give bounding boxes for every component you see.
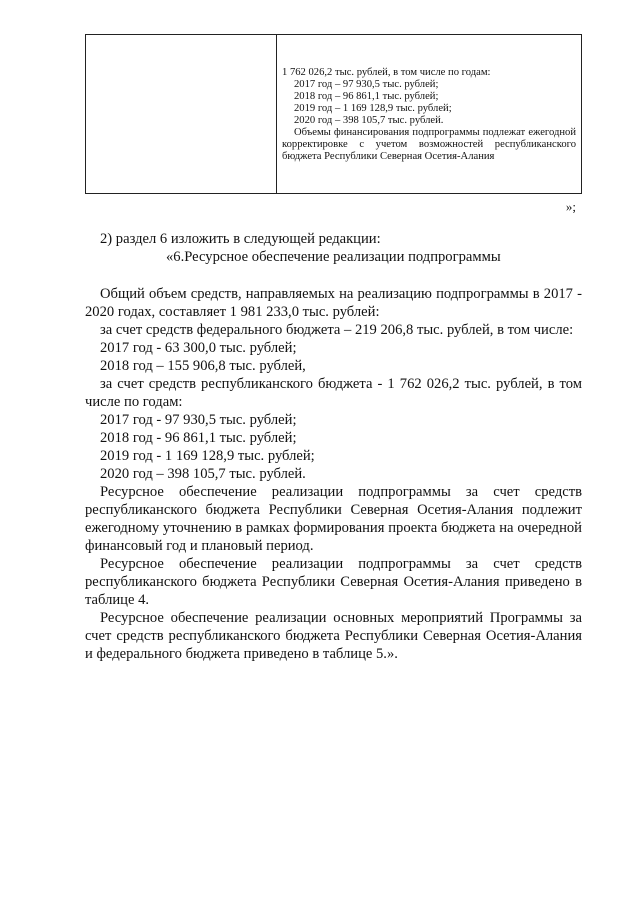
republican-2020: 2020 год – 398 105,7 тыс. рублей. [100, 466, 306, 482]
republican-2018: 2018 год - 96 861,1 тыс. рублей; [100, 430, 297, 446]
section-title: «6.Ресурсное обеспечение реализации подпрограммы [166, 249, 501, 265]
republican-2017: 2017 год - 97 930,5 тыс. рублей; [100, 412, 297, 428]
paragraph-annual-adjustment: Ресурсное обеспечение реализации подпрограммы за счет средств республиканского бюджета Республики Северная Осетия-Алания подлежит ежегодному уточнению в рамках формирования проекта бюджета на очередной финансовый год и плановый период. [85, 484, 582, 554]
paragraph-table-5: Ресурсное обеспечение реализации основных мероприятий Программы за счет средств республиканского бюджета Республики Северная Осетия-Алания и федерального бюджета приведено в таблице 5.». [85, 610, 582, 662]
paragraph-total: Общий объем средств, направляемых на реализацию подпрограммы в 2017 - 2020 годах, составляет 1 981 233,0 тыс. рублей: [85, 286, 582, 320]
section-title-block [85, 248, 582, 266]
table-line-2018: 2018 год – 96 861,1 тыс. рублей; [294, 91, 439, 102]
body-text [85, 285, 582, 663]
section-instruction: 2) раздел 6 изложить в следующей редакции: [100, 231, 381, 247]
table-line-2020: 2020 год – 398 105,7 тыс. рублей. [294, 115, 444, 126]
federal-2018: 2018 год – 155 906,8 тыс. рублей, [100, 358, 306, 374]
table-line-2019: 2019 год – 1 169 128,9 тыс. рублей; [294, 103, 452, 114]
table-line-total: 1 762 026,2 тыс. рублей, в том числе по годам: [282, 67, 491, 78]
paragraph-table-4: Ресурсное обеспечение реализации подпрограммы за счет средств республиканского бюджета Республики Северная Осетия-Алания приведено в таблице 4. [85, 556, 582, 608]
federal-2017: 2017 год - 63 300,0 тыс. рублей; [100, 340, 297, 356]
closing-quote: »; [565, 199, 576, 214]
table-note: Объемы финансирования подпрограммы подлежат ежегодной корректировке с учетом возможностей республиканского бюджета Республики Северная Осетия-Алания [282, 127, 576, 162]
republican-2019: 2019 год - 1 169 128,9 тыс. рублей; [100, 448, 315, 464]
table-line-2017: 2017 год – 97 930,5 тыс. рублей; [294, 79, 439, 90]
table-right-cell [282, 67, 576, 163]
passport-table-fragment [85, 34, 582, 194]
paragraph-republican: за счет средств республиканского бюджета - 1 762 026,2 тыс. рублей, в том числе по годам: [85, 376, 582, 410]
paragraph-federal: за счет средств федерального бюджета – 219 206,8 тыс. рублей, в том числе: [100, 322, 574, 338]
section-instruction-block [85, 230, 582, 248]
table-column-divider [276, 35, 277, 193]
